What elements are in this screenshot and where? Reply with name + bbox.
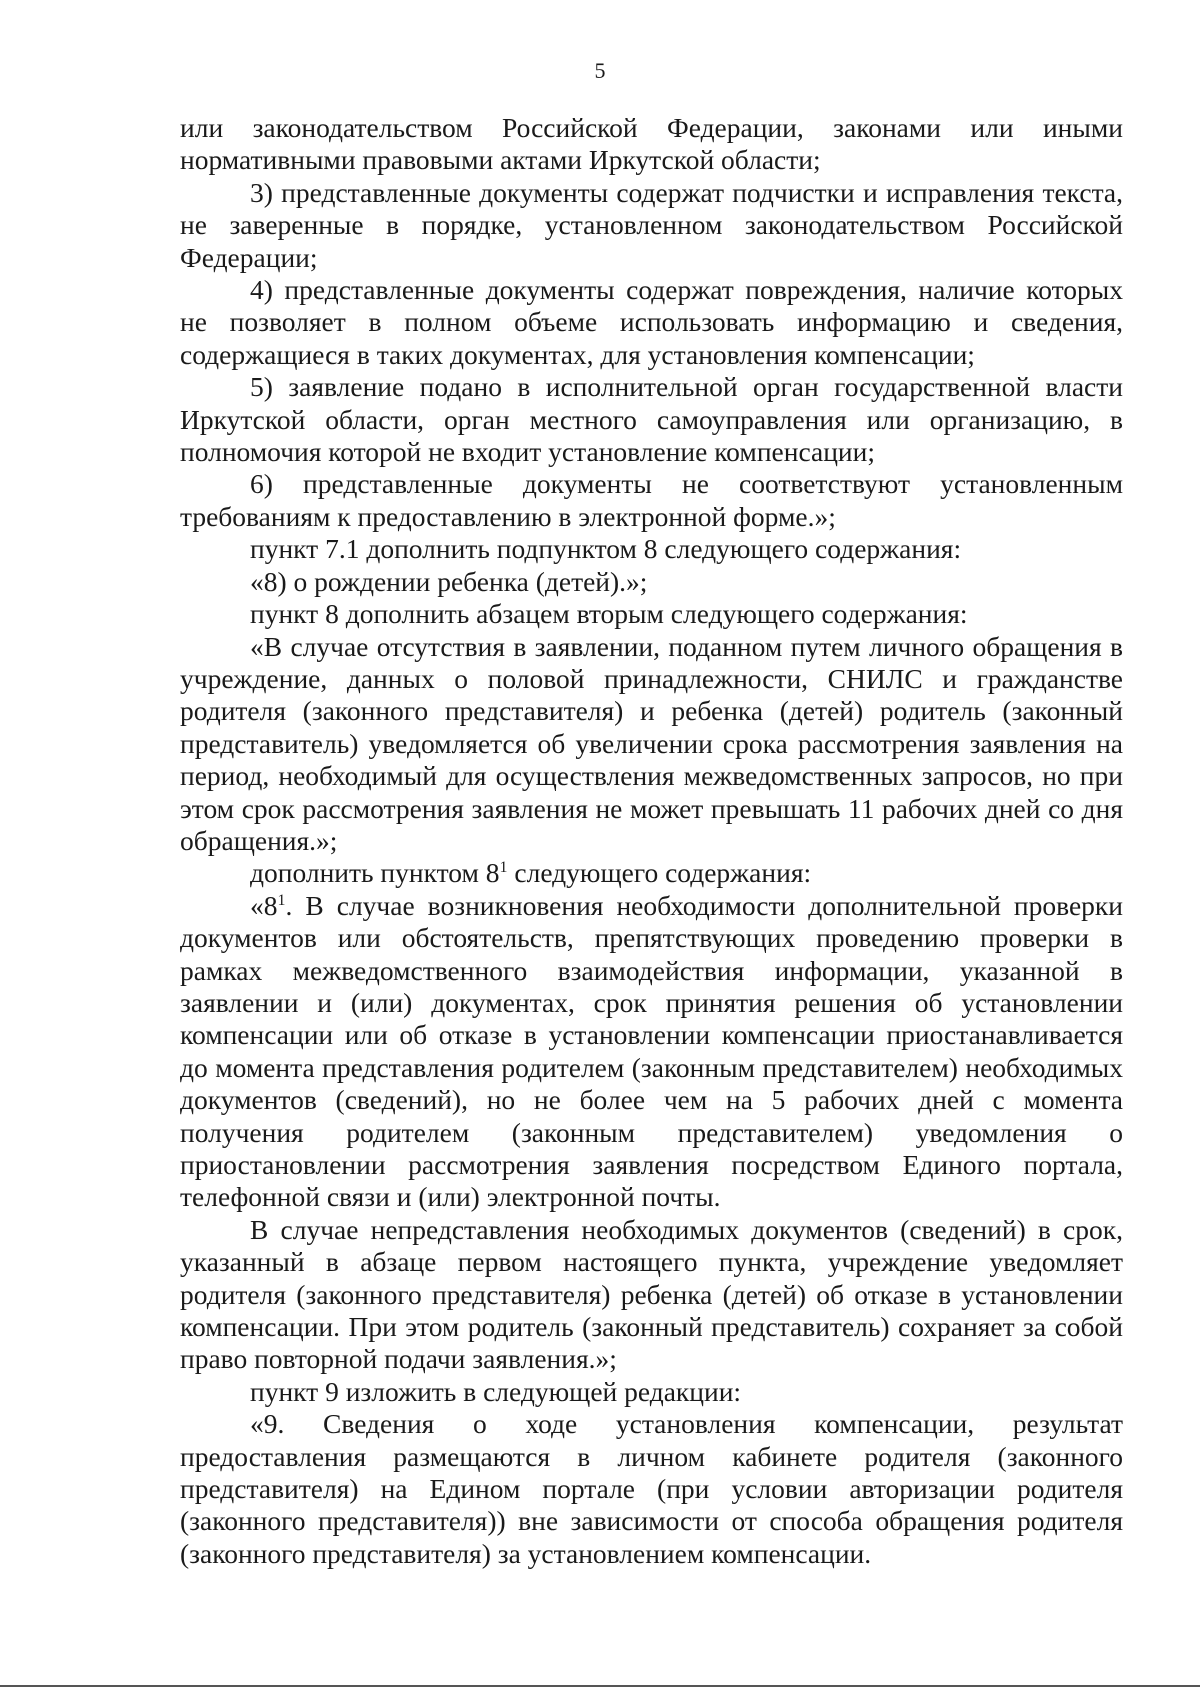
page-number: 5: [594, 58, 606, 83]
paragraph: 3) представленные документы содержат подчистки и исправления текста, не заверенные в порядке, установленном законодательством Российской Федерации;: [180, 176, 1123, 273]
page-bottom-rule: [0, 1685, 1200, 1687]
paragraph: В случае непредставления необходимых документов (сведений) в срок, указанный в абзаце первом настоящего пункта, учреждение уведомляет родителя (законного представителя) ребенка (детей) об отказе в установлении компенсации. При этом родитель (законный представитель) сохраняет за собой право повторной подачи заявления.»;: [180, 1213, 1123, 1375]
text-run: «8: [250, 889, 278, 921]
paragraph: «9. Сведения о ходе установления компенсации, результат предоставления размещаются в личном кабинете родителя (законного представителя) на Едином портале (при условии авторизации родителя (законного представителя)) вне зависимости от способа обращения родителя (законного представителя) за установлением компенсации.: [180, 1408, 1123, 1569]
paragraph: «8) о рождении ребенка (детей).»;: [250, 565, 648, 597]
paragraph: [180, 890, 1123, 1214]
paragraph: пункт 7.1 дополнить подпунктом 8 следующего содержания:: [250, 533, 962, 565]
paragraph: пункт 9 изложить в следующей редакции:: [250, 1375, 742, 1407]
superscript: 1: [277, 891, 286, 909]
paragraph: 4) представленные документы содержат повреждения, наличие которых не позволяет в полном объеме использовать информацию и сведения, содержащиеся в таких документах, для установления компенсации;: [180, 274, 1123, 370]
text-run: дополнить пунктом 8: [250, 857, 500, 889]
document-body: [180, 112, 1123, 1570]
paragraph: «В случае отсутствия в заявлении, поданном путем личного обращения в учреждение, данных о половой принадлежности, СНИЛС и гражданстве родителя (законного представителя) и ребенка (детей) родитель (законный представитель) уведомляется об увеличении срока рассмотрения заявления на период, необходимый для осуществления межведомственных запросов, но при этом срок рассмотрения заявления не может превышать 11 рабочих дней со дня обращения.»;: [180, 630, 1123, 856]
paragraph: или законодательством Российской Федерации, законами или иными нормативными правовыми актами Иркутской области;: [180, 112, 1123, 176]
paragraph: 6) представленные документы не соответствуют установленным требованиям к предоставлению в электронной форме.»;: [180, 468, 1123, 532]
paragraph: 5) заявление подано в исполнительной орган государственной власти Иркутской области, орган местного самоуправления или организацию, в полномочия которой не входит установление компенсации;: [180, 371, 1123, 468]
paragraph: пункт 8 дополнить абзацем вторым следующего содержания:: [250, 598, 968, 630]
paragraph: [180, 857, 1123, 889]
text-run: . В случае возникновения необходимости дополнительной проверки документов или обстоятельств, препятствующих проведению проверки в рамках межведомственного взаимодействия информации, указанной в заявлении и (или) документах, срок принятия решения об установлении компенсации или об отказе в установлении компенсации приостанавливается до момента представления родителем (законным представителем) необходимых документов (сведений), но не более чем на 5 рабочих дней с момента получения родителем (законным представителем) уведомления о приостановлении рассмотрения заявления посредством Единого портала, телефонной связи и (или) электронной почты.: [180, 889, 1123, 1213]
text-run: следующего содержания:: [507, 857, 812, 889]
superscript: 1: [499, 859, 508, 877]
